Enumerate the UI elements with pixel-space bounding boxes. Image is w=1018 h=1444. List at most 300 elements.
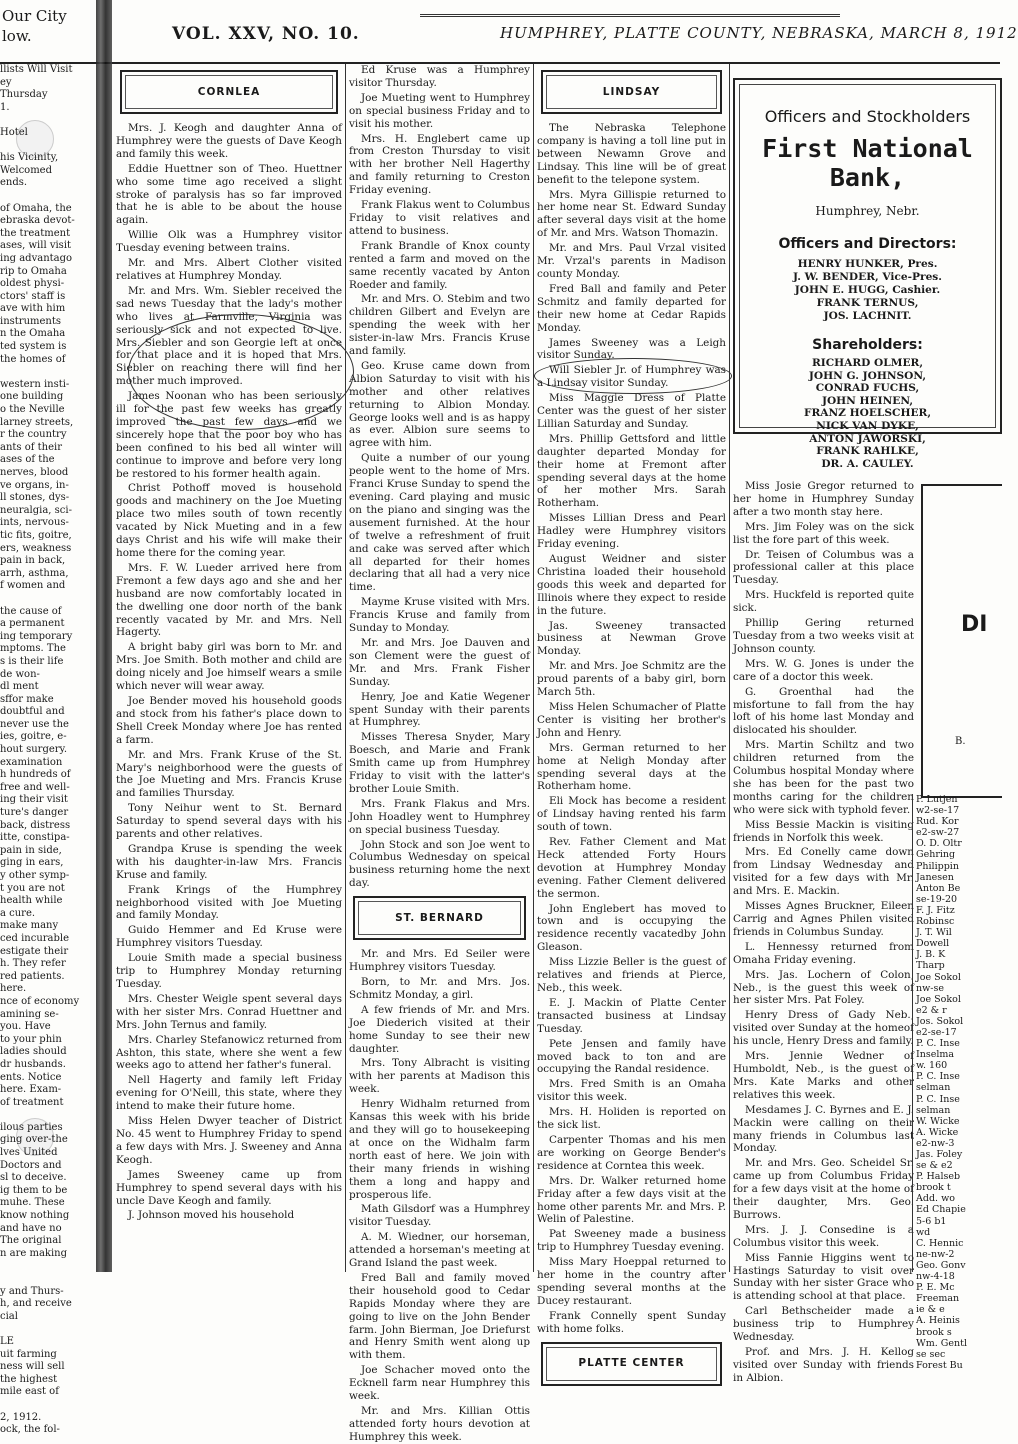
st-bernard-heading: ST. BERNARD [353,896,526,940]
ledger-line: w2-se-17 [916,805,960,817]
news-item: Miss Bessie Mackin is visiting friends in Norfolk this week. [733,818,914,844]
strip-line: ents. Notice [0,1071,62,1083]
strip-line: 2, 1912. [0,1411,42,1423]
ledger-line: W. Wicke [916,1115,960,1127]
masthead-ornament [420,0,840,17]
news-item: Mr. and Mrs. Ed Seiler were Humphrey visitors Tuesday. [349,948,530,974]
ad-line1: Officers and Stockholders [764,107,971,126]
bank-advertisement [733,78,1002,470]
ledger-line: Add. wo [916,1193,955,1205]
ledger-line: Philippin [916,860,959,872]
news-item: Miss Mary Hoeppal returned to her home in the country after spending several months at the Ducey restaurant. [537,1256,726,1307]
shareholder-name: ANTON JAWORSKI, [809,432,926,445]
ledger-line: Jos. Sokol [916,1015,964,1027]
strip-line: uit farming [0,1348,57,1360]
strip-line [0,366,95,379]
news-item: Mrs. Jennie Wedner of Humboldt, Neb., is the guest of Mrs. Kate Marks and other relatives this week. [733,1050,914,1101]
cornlea-heading: CORNLEA [120,70,338,114]
news-item: Miss Lizzie Beller is the guest of relatives and friends at Pierce, Neb., this week. [537,956,726,994]
news-item: Mr. and Mrs. Killian Ottis attended forty hours devotion at Humphrey this week. [349,1405,530,1443]
strip-line: ging in ears, [0,857,64,869]
news-item: Carpenter Thomas and his men are working on George Bender's residence at Corntea this week. [537,1133,726,1172]
news-item: Eli Mock has become a resident of Lindsay having rented his farm south of town. [537,795,726,834]
news-item: A. M. Wiedner, our horseman, attended a horseman's meeting at Grand Island the past week. [349,1231,530,1270]
cornlea-items [116,122,342,1222]
strip-line: doubtful and [0,706,65,718]
news-item: Guido Hemmer and Ed Kruse were Humphrey visitors Tuesday. [116,924,342,950]
strip-line: The original [0,1235,62,1247]
strip-line: ing their visit [0,794,68,806]
news-item: Joe Mueting went to Humphrey on special business Friday and to visit his mother. [349,91,530,130]
shareholder-name: RICHARD OLMER, [811,357,924,369]
strip-line: pain in side, [0,844,62,856]
strip-line: LE [0,1335,14,1347]
news-item: Mrs. Jas. Lochern of Colon, Neb., is the guest this week of her sister Mrs. Pat Foley. [733,968,914,1007]
masthead-left-line: Our City [2,7,67,25]
strip-line: y and Thurs- [0,1285,64,1297]
news-item: Jas. Sweeney transacted business at Newman Grove Monday. [537,619,726,658]
shareholder-name: DR. A. CAULEY. [821,457,914,470]
news-item: J. Johnson moved his household [128,1209,295,1222]
strip-line: muhe. These [0,1197,65,1209]
news-item: Joe Bender moved his household goods and stock from his father's place down to Shell Creek Monday where Joe has rented a farm. [116,694,342,746]
strip-line: you. Have [0,1021,51,1033]
ledger-line: C. Hennic [916,1237,964,1249]
news-item: Born, to Mr. and Mrs. Jos. Schmitz Monday, a girl. [349,976,530,1001]
cornlea-column [116,64,342,1272]
strip-line: h. They refer [0,958,66,970]
ledger-line: P. Lutjen [916,794,958,805]
news-item: Mr. and Mrs. O. Stebim and two children Gilbert and Evelyn are spending the week with her sister-in-law Mrs. Francis Kruse and family. [349,293,530,358]
news-item: L. Hennessy returned from Omaha Friday evening. [733,940,914,966]
lindsay-column [537,64,726,1370]
strip-line: arrh, asthma, [0,567,69,579]
strip-line: red patients. [0,970,65,982]
strip-line: de won- [0,668,40,680]
news-item: Ed Kruse was a Humphrey visitor Thursday. [349,64,530,89]
news-item: Mrs. Charley Stefanowicz returned from Ashton, this state, where she went a few weeks ago to attend her father's funeral. [116,1033,342,1072]
strip-line: lves United [0,1147,58,1159]
ledger-line: P. E. Mc [916,1282,955,1294]
lindsay-items [537,122,726,1336]
ledger-line: Freeman [916,1293,960,1305]
strip-line: sffor make [0,693,54,705]
ledger-line: e2-sw-27 [916,827,960,839]
dateline: HUMPHREY, PLATTE COUNTY, NEBRASKA, MARCH 8, 1912 [500,24,1018,42]
news-item: Henry Widhalm returned from Kansas this week with his bride and they will go to housekeeping at once on the Widhalm farm north east of here. We join with their many friends in wishing them a long and happy and prosperous life. [349,1098,530,1201]
scan-shadow [96,0,112,1272]
strip-line: ted system is [0,341,67,353]
news-item: Mrs. Martin Schiltz and two children returned from the Columbus hospital Monday where she has been for the past two months caring for the children who were sick with typhold fever. [733,739,914,816]
ledger-line: e2-se-17 [916,1026,957,1038]
news-item: Mrs. Jim Foley was on the sick list the fore part of this week. [733,520,914,546]
news-item: Rev. Father Clement and Mat Heck attended Forty Hours devotion at Humphrey Monday evening. Father Clement delivered the sermon. [537,836,726,900]
ledger-line: ne-nw-2 [916,1248,955,1260]
strip-line: ebraska devot- [0,215,75,227]
ledger-line: nw-se [916,982,944,994]
strip-line: of treatment [0,1096,64,1108]
ledger-line: F. J. Fitz [916,904,955,916]
strip-line: sl to deceive. [0,1172,67,1184]
strip-line: mptoms. The [0,643,66,655]
strip-line: ging over-the [0,1134,68,1146]
strip-line: ladies should [0,1046,67,1058]
strip-line: f women and [0,580,66,592]
news-item: Willie Olk was a Humphrey visitor Tuesday evening between trains. [116,229,342,255]
ledger-line: Forest Bu [916,1359,963,1371]
news-item: Mr. and Mrs. Albert Clother visited relatives at Humphrey Monday. [116,257,342,282]
strip-line: ock, the fol- [0,1424,60,1436]
strip-line: itte, constipa- [0,832,70,844]
strip-line [0,1399,95,1412]
strip-line: here. Exam- [0,1084,62,1096]
strip-line: rip to Omaha [0,265,67,277]
shareholder-name: NICK VAN DYKE, [816,419,919,432]
strip-line: 1. [0,101,10,113]
news-item: Frank Connelly spent Sunday with home folks. [537,1309,726,1335]
news-item: Mrs. H. Englebert came up from Creston Thursday to visit with her brother Nell Hagerthy and family returning to Creston Friday evening. [349,132,530,197]
strip-line: ture's danger [0,807,69,819]
strip-line: ll stones, dys- [0,492,70,504]
news-item: Mrs. Phillip Gettsford and little daughter departed Monday for their home at Fremont after spending several days at the home of her mother Mrs. Sarah Rotherham. [537,432,726,510]
ledger-line: Anton Be [916,882,961,894]
strip-line: western insti- [0,378,70,390]
ledger-line: brook s [916,1326,952,1338]
ledger-line: wd [916,1226,931,1238]
ledger-line: se-19-20 [916,893,958,905]
masthead-left-line: low. [2,27,32,45]
masthead-left [2,6,67,46]
st-bernard-items [349,948,530,1444]
ledger-line: nw-4-18 [916,1271,955,1283]
news-item: Nell Hagerty and family left Friday evening for O'Neill, this state, where they intend to make their future home. [116,1074,342,1113]
ledger-line: e2-nw-3 [916,1137,955,1149]
ledger-line: se & e2 [916,1160,953,1172]
officer-name: FRANK TERNUS, [816,297,919,309]
side-advertisement [921,484,1002,798]
platte-center-heading: PLATTE CENTER [541,1342,722,1386]
news-item: Mr. and Mrs. Frank Kruse of the St. Mary's neighborhood were the guests of the Joe Mueting and Mrs. Francis Kruse and families Thursday. [116,748,342,800]
strip-line: dl ment [0,681,39,693]
strip-line: ced incurable [0,932,70,944]
news-item: Mr. and Mrs. Paul Vrzal visited Mr. Vrzal's parents in Madison county Monday. [537,242,726,280]
strip-line: pain in back, [0,555,66,567]
ledger-line: J. B. K [916,949,946,961]
ledger-line: Rud. Kor [916,816,959,828]
strip-line: never use the [0,718,69,730]
news-item: Mrs. J. J. Consedine is a Columbus visitor this week. [733,1223,914,1249]
strip-line: ies, goitre, e- [0,731,67,743]
ledger-line: A. Heinis [916,1315,960,1327]
strip-line: a permanent [0,618,65,630]
ledger-line: Tharp [916,960,945,972]
strip-line: and have no [0,1222,62,1234]
strip-line: of Omaha, the [0,202,72,214]
ledger-line: Ed Chapie [916,1204,966,1216]
strip-line: amining se- [0,1008,59,1020]
ledger-line: Robinsc [916,916,955,928]
strip-line: hout surgery. [0,744,68,756]
news-item: Eddie Huettner son of Theo. Huettner who some time ago received a slight stroke of paralysis has so far improved that he is able to be about the house again. [116,162,342,227]
strip-line: oldest physi- [0,278,65,290]
news-item: Misses Theresa Snyder, Mary Boesch, and Marie and Frank Smith came up from Humphrey Friday to visit with the latter's brother Louie Smith. [349,731,530,795]
ledger-line: se sec [916,1348,946,1360]
strip-line: Welcomed [0,164,53,176]
ledger-line: w. 160 [916,1060,948,1072]
news-item: Grandpa Kruse is spending the week with his daughter-in-law Mrs. Francis Kruse and family. [116,842,342,881]
strip-line: llists Will Visit [0,64,73,75]
column-rule [345,64,346,1272]
ledger-line: Janesen [916,871,954,883]
news-item: Misses Lillian Dress and Pearl Hadley were Humphrey visitors Friday evening. [537,512,726,551]
land-transfer-ledger [912,794,1000,1371]
ad-bank-name: First National Bank, [762,134,973,192]
news-item: Carl Bethscheider made a business trip to Humphrey Wednesday. [733,1305,914,1344]
ledger-line: Gehring [916,849,956,861]
news-item: Miss Josie Gregor returned to her home in Humphrey Sunday after a two month stay here. [733,480,914,518]
strip-line: ases, will visit [0,240,72,252]
ledger-line: e2 & r [916,1004,947,1016]
news-item: Mr. and Mrs. Joe Dauven and son Clement were the guest of Mr. and Mrs. Frank Fisher Sunday. [349,636,530,688]
strip-line: ig them to be [0,1184,68,1196]
strip-line: ing advantago [0,252,73,264]
ledger-line: P. C. Inse [916,1038,960,1050]
news-item: Tony Neihur went to St. Bernard Saturday to spend several days with his parents and other relatives. [116,802,342,841]
side-ad-fragment: B. [955,736,966,747]
ledger-line: J. T. Wil [916,927,952,939]
strip-line: ints, nervous- [0,517,69,529]
ledger-line: O. D. Oltr [916,838,962,850]
shareholder-name: FRANZ HOELSCHER, [803,407,932,420]
strip-line: ers, weakness [0,542,72,554]
news-item: Mrs. H. Holiden is reported on the sick list. [537,1106,726,1132]
shareholder-name: JOHN G. JOHNSON, [808,369,927,382]
ledger-line: P. Halseb [916,1171,961,1183]
strip-line: ve organs, in- [0,479,69,491]
news-item: E. J. Mackin of Platte Center transacted business at Lindsay Tuesday. [537,996,726,1035]
news-item: John Stock and son Joe went to Columbus Wednesday on speical business returning home the next day. [349,838,530,890]
news-item: Misses Agnes Bruckner, Eileen Carrig and Agnes Philen visited friends in Columbus Sunday. [733,900,914,938]
news-item: Mrs. Huckfeld is reported quite sick. [733,589,914,615]
strip-line: r the country [0,429,67,441]
officer-name: JOHN E. HUGG, Cashier. [794,284,941,296]
news-item: Mrs. Chester Weigle spent several days with her sister Mrs. Conrad Huettner and Mrs. John Ternus and family. [116,992,342,1031]
strip-line: know nothing [0,1210,70,1222]
ad-officers-list [740,258,995,323]
news-item: A few friends of Mr. and Mrs. Joe Diederich visited at their home Sunday to see their new daughter. [349,1003,530,1055]
strip-line: a cure. [0,907,36,919]
lindsay-heading: LINDSAY [541,70,722,114]
shareholder-name: CONRAD FUCHS, [815,382,920,395]
ledger-line: selman [916,1104,951,1116]
strip-line: o the Neville [0,404,65,416]
strip-line: make many [0,920,59,932]
officer-name: J. W. BENDER, Vice-Pres. [793,271,942,283]
strip-line: nce of economy [0,995,80,1007]
news-item: Miss Fannie Higgins went to Hastings Saturday to visit over Sunday with her sister Grace who is attending school at that place. [733,1251,914,1303]
strip-line: ness will sell [0,1361,65,1373]
news-item: Mrs. Frank Flakus and Mrs. John Hoadley went to Humphrey on special business Tuesday. [349,797,530,836]
strip-line: s is their life [0,655,64,667]
side-ad-letters: DI [961,612,988,637]
strip-line: y other symp- [0,870,70,881]
news-item: Mrs. Myra Gillispie returned to her home near St. Edward Sunday after several days visit at the home of Mr. and Mrs. Watson Thomazin. [537,188,726,240]
news-item: John Englebert has moved to town and is occupying the residence recently vacatedby John Gleason. [537,902,726,954]
strip-line [0,1109,95,1122]
news-item: James Noonan who has been seriously ill for the past few weeks has greatly improved the past few days and we sincerely hope that the poor boy who has been confined to his bed all winter will continue to improve and before very long be restored to his former health again. [116,390,342,480]
officer-name: HENRY HUNKER, Pres. [797,258,938,270]
strip-line: back, distress [0,819,71,831]
news-item: Frank Brandle of Knox county rented a farm and moved on the same recently vacated by Anton Roeder and family. [349,239,530,291]
ledger-line: P. C. Inse [916,1093,960,1105]
strip-line: nerves, blood [0,467,69,478]
news-item: Quite a number of our young people went to the home of Mrs. Franci Kruse Sunday to spend the evening. Card playing and music on the piano and singing was the ausement furnished. At the hour of twelve a refreshment of fruit and cake was served after which all departed for their homes declaring that all had a very nice time. [349,452,530,594]
strip-line: neuralgia, sci- [0,504,72,516]
news-item: G. Groenthal had the misfortune to fall from the hay loft of his home last Monday and dislocated his shoulder. [733,685,914,737]
news-item: Mayme Kruse visited with Mrs. Francis Kruse and family from Sunday to Monday. [349,596,530,635]
news-item: Christ Pothoff moved is household goods and machinery on the Joe Mueting place two miles south of town recently vacated by Nick Mueting and in a few days Christ and his wife will make their home there for the coming year. [116,482,342,559]
ad-shareholders-heading: Shareholders: [812,337,923,353]
column-rule [533,64,534,1272]
column-rule [729,64,730,1272]
strip-line: ave with him [0,303,66,315]
strip-line: examination [0,756,63,768]
news-item: Pete Jensen and family have moved back to ton and are occupying the Randal residence. [537,1037,726,1076]
news-item: Mrs. W. G. Jones is under the care of a doctor this week. [733,657,914,683]
news-item: Frank Flakus went to Columbus Friday to visit relatives and attend to business. [349,199,530,237]
news-item: Math Gilsdorf was a Humphrey visitor Tuesday. [349,1203,530,1229]
ink-circle-annotation [534,358,732,394]
news-item: Miss Maggie Dress of Platte Center was the guest of her sister Lillian Saturday and Sunday. [537,392,726,430]
ledger-line: Jas. Foley [916,1149,963,1160]
strip-line: instruments [0,315,62,327]
strip-line [0,1260,95,1273]
strip-line: h hundreds of [0,769,71,781]
strip-line [0,1273,95,1286]
news-item: Geo. Kruse came down from Albion Saturday to visit with his mother and other relatives returning to Albion Monday. George looks well and is as happy as ever. Albion sure seems to agree with him. [349,359,530,450]
officer-name: JOS. LACHNIT. [823,310,912,322]
news-item: Mr. and Mrs. Wm. Siebler received the sad news Tuesday that the lady's mother who lives at Farmville, Virginia was seriously sick and not expected to live. Mrs. Siebler and son Georgie left at once for that place and it is hoped that Mrs. Siebler on reaching there will find her mother much improved. [116,284,342,388]
news-item: Henry Dress of Gady Neb., visited over Sunday at the homeof his uncle, Henry Dress and family. [733,1009,914,1048]
strip-line: Thursday [0,89,48,101]
strip-line: to your phin [0,1033,62,1045]
news-item: A bright baby girl was born to Mr. and Mrs. Joe Smith. Both mother and child are doing nicely and Joe himself wears a smile which never will wear away. [116,641,342,693]
news-item: Prof. and Mrs. J. H. Kellog visited over Sunday with friends in Albion. [733,1346,914,1384]
ad-town: Humphrey, Nebr. [815,204,920,218]
strip-line: free and well- [0,781,70,793]
news-item: Will Siebler Jr. of Humphrey was a Lindsay visitor Sunday. [537,364,726,390]
shareholder-name: JOHN HEINEN, [821,394,914,407]
strip-line: ends. [0,177,28,189]
ledger-line: 5-6 b1 [916,1215,947,1227]
news-item: Mrs. Fred Smith is an Omaha visitor this week. [537,1078,726,1104]
ledger-line: selman [916,1082,951,1094]
ledger-line: brook t [916,1182,951,1194]
left-cutoff-column [0,64,95,1436]
strip-line: the highest [0,1373,58,1385]
strip-line: n the Omaha [0,328,66,340]
news-item: Pat Sweeney made a business trip to Humphrey Tuesday evening. [537,1228,726,1254]
strip-line: ants of their [0,441,62,453]
strip-line: h, and receive [0,1298,72,1310]
strip-line: the homes of [0,353,66,365]
strip-line: estigate their [0,945,69,957]
strip-line: one building [0,391,64,403]
ledger-line: Dowell [916,938,950,950]
news-item: Joe Schacher moved onto the Ecknell farm near Humphrey this week. [349,1364,530,1403]
ledger-line: Geo. Gonv [916,1259,966,1271]
news-item: Mr. and Mrs. Joe Schmitz are the proud parents of a baby girl, born March 5th. [537,660,726,699]
strip-line [0,593,95,606]
strip-line: cial [0,1310,18,1322]
news-item: Louie Smith made a special business trip to Humphrey Monday returning Tuesday. [116,952,342,990]
strip-line: the cause of [0,605,62,617]
strip-line: health while [0,895,63,907]
ledger-line: Joe Sokol [916,971,961,983]
ad-officers-heading: Officers and Directors: [778,236,957,252]
news-item: Mrs. F. W. Lueder arrived here from Fremont a few days ago and she and her husband are now comfortably located in the dwelling one door north of the bank recently vacated by Mr. and Mrs. Nell Hagerty. [116,561,342,639]
right-column [733,480,914,1384]
news-item: Dr. Teisen of Columbus was a professional caller at this place Tuesday. [733,548,914,587]
middle-items [349,64,530,890]
strip-line [0,114,95,127]
strip-line: t you are not [0,882,65,894]
news-item: Mr. and Mrs. Geo. Scheidel Sr. came up from Columbus Friday for a few days visit at the home of their daughter, Mrs. Geo. Burrows. [733,1157,914,1221]
strip-line: Hotel [0,126,28,138]
news-item: James Sweeney came up from Humphrey to spend several days with his uncle Dave Keogh and family. [116,1168,342,1207]
news-item: Miss Helen Schumacher of Platte Center is visiting her brother's John and Henry. [537,700,726,739]
news-item: Fred Ball and family moved their household good to Cedar Rapids Monday where they are going to live on the John Bender farm. John Bierman, Joe Driefurst and Henry Smith went along up with them. [349,1271,530,1362]
strip-line [0,1323,95,1336]
strip-line: the treatment [0,227,71,239]
volume-number: VOL. XXV, NO. 10. [172,24,360,44]
strip-line: ilous parties [0,1121,63,1133]
news-item: James Sweeney was a Leigh visitor Sunday. [537,336,726,362]
middle-column [349,64,530,1443]
news-item: Mrs. German returned to her home at Neligh Monday after spending several days at the Rotherham home. [537,741,726,793]
ledger-line: Wm. Gentl [916,1337,967,1349]
ledger-line: ie & e [916,1304,945,1316]
strip-line: here. [0,983,27,995]
news-item: Mesdames J. C. Byrnes and E. J. Mackin were calling on their many friends in Columbus last Monday. [733,1103,914,1155]
news-item: Frank Krings of the Humphrey neighborhood visited with Joe Mueting and family Monday. [116,883,342,922]
news-item: The Nebraska Telephone company is having a toll line put in between Newamn Grove and Lindsay. This line will be of great benefit to the telepone system. [537,122,726,186]
strip-line: tic fits, goitre, [0,529,72,541]
strip-line: larney streets, [0,416,74,428]
strip-line: Doctors and [0,1159,62,1171]
news-item: Mrs. Ed Conelly came down from Lindsay Wednesday and visited for a few days with Mr. and Mrs. E. Mackin. [733,846,914,898]
news-item: Mrs. J. Keogh and daughter Anna of Humphrey were the guests of Dave Keogh and family this week. [116,122,342,160]
strip-line [0,190,95,203]
news-item: Henry, Joe and Katie Wegener spent Sunday with their parents at Humphrey. [349,690,530,729]
ledger-line: A. Wicke [916,1126,959,1138]
strip-line: ctors' staff is [0,290,66,302]
strip-line: ey [0,76,12,88]
strip-line [0,140,95,153]
ledger-line: Inselma [916,1049,955,1061]
right-items [733,480,914,1385]
news-item: Miss Helen Dwyer teacher of District No. 45 went to Humphrey Friday to spend a few days with Mrs. J. Sweeney and Anna Keogh. [116,1115,342,1166]
strip-line: n are making [0,1247,68,1259]
ink-circle-annotation [128,314,354,430]
ledger-line: P. C. Inse [916,1071,960,1083]
shareholder-name: FRANK RAHLKE, [816,445,919,458]
news-item: August Weidner and sister Christina loaded their household goods this week and departed for Illinois where they expect to reside in the future. [537,553,726,617]
ledger-line: Joe Sokol [916,993,961,1005]
strip-line: his Vicinity, [0,152,59,164]
news-item: Mrs. Dr. Walker returned home Friday after a few days visit at the home other parents Mr. and Mrs. P. Welin of Palestine. [537,1174,726,1226]
news-item: Mrs. Tony Albracht is visiting with her parents at Madison this week. [349,1057,530,1096]
